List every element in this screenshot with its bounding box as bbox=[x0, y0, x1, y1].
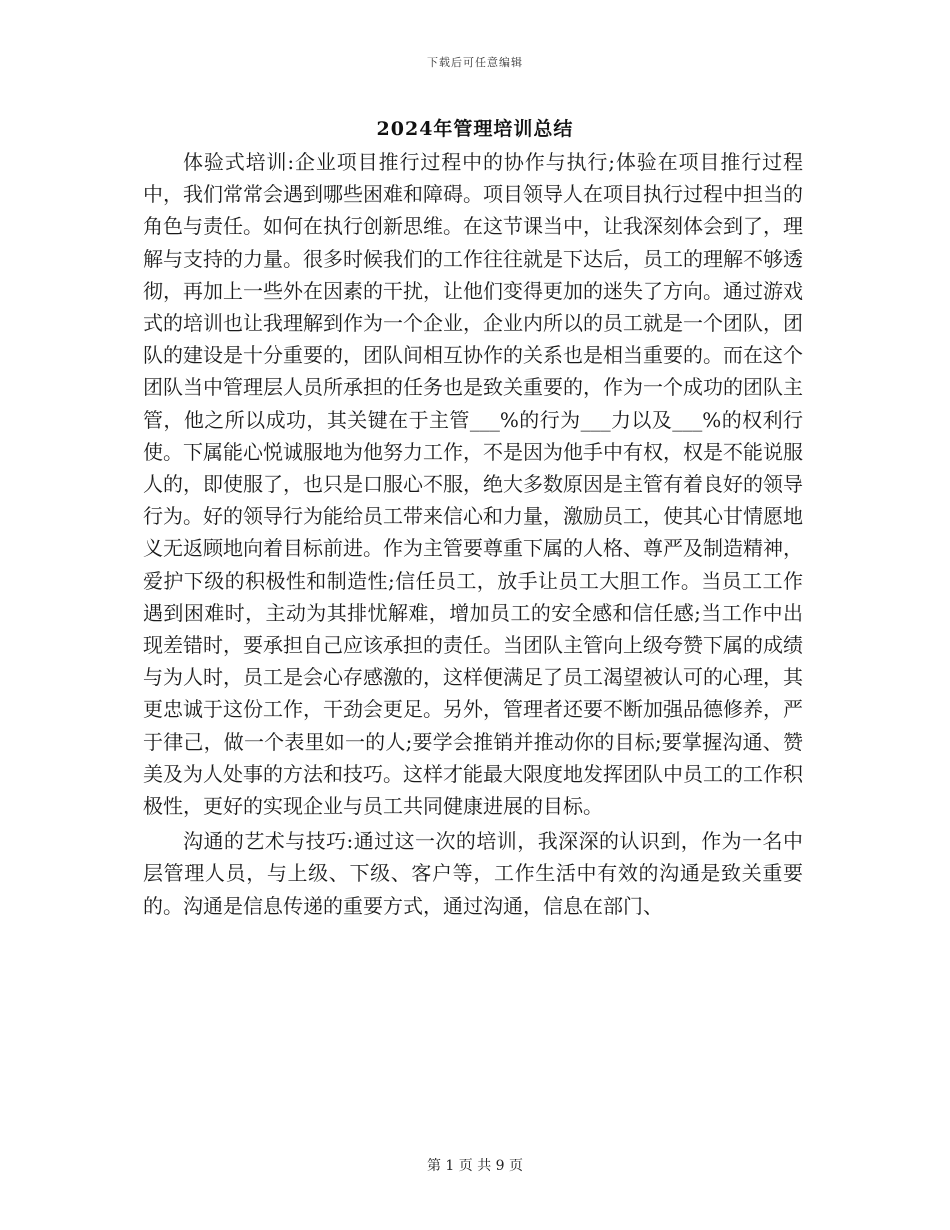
page-header-note: 下载后可任意编辑 bbox=[427, 56, 523, 69]
page-number-footer: 第 1 页 共 9 页 bbox=[426, 1158, 524, 1174]
document-body bbox=[143, 146, 803, 922]
body-paragraph-1: 体验式培训:企业项目推行过程中的协作与执行;体验在项目推行过程中，我们常常会遇到哪些困难和障碍。项目领导人在项目执行过程中担当的角色与责任。如何在执行创新思维。在这节课当中，让我深刻体会到了，理解与支持的力量。很多时候我们的工作往往就是下达后，员工的理解不够透彻，再加上一些外在因素的干扰，让他们变得更加的迷失了方向。通过游戏式的培训也让我理解到作为一个企业，企业内所以的员工就是一个团队，团队的建设是十分重要的，团队间相互协作的关系也是相当重要的。而在这个团队当中管理层人员所承担的任务也是致关重要的，作为一个成功的团队主管，他之所以成功，其关键在于主管___%的行为___力以及___%的权利行使。下属能心悦诚服地为他努力工作，不是因为他手中有权，权是不能说服人的，即使服了，也只是口服心不服，绝大多数原因是主管有着良好的领导行为。好的领导行为能给员工带来信心和力量，激励员工，使其心甘情愿地义无返顾地向着目标前进。作为主管要尊重下属的人格、尊严及制造精神，爱护下级的积极性和制造性;信任员工，放手让员工大胆工作。当员工工作遇到困难时，主动为其排忧解难，增加员工的安全感和信任感;当工作中出现差错时，要承担自己应该承担的责任。当团队主管向上级夸赞下属的成绩与为人时，员工是会心存感激的，这样便满足了员工渴望被认可的心理，其更忠诚于这份工作，干劲会更足。另外，管理者还要不断加强品德修养，严于律己，做一个表里如一的人;要学会推销并推动你的目标;要掌握沟通、赞美及为人处事的方法和技巧。这样才能最大限度地发挥团队中员工的工作积极性，更好的实现企业与员工共同健康进展的目标。 bbox=[143, 150, 803, 819]
body-paragraph-2: 沟通的艺术与技巧:通过这一次的培训，我深深的认识到，作为一名中层管理人员，与上级、下级、客户等，工作生活中有效的沟通是致关重要的。沟通是信息传递的重要方式，通过沟通，信息在部门、 bbox=[143, 829, 803, 918]
document-title: 2024年管理培训总结 bbox=[376, 118, 574, 140]
